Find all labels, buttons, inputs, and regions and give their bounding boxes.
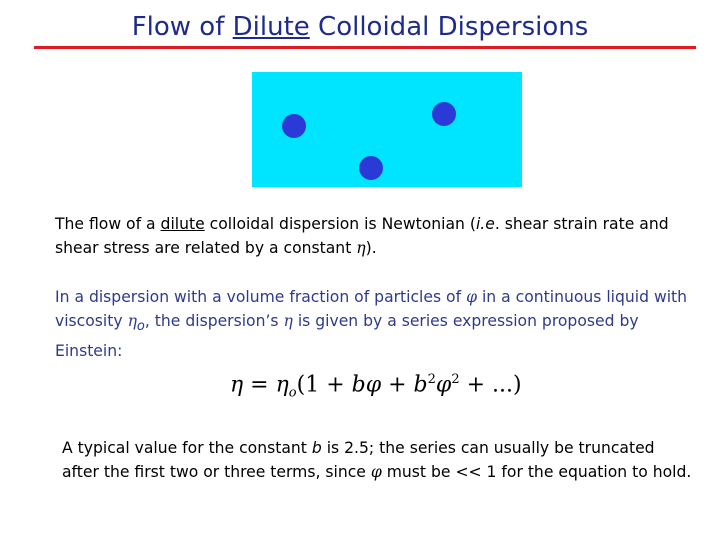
title-underlined: Dilute (232, 12, 310, 42)
text: colloidal dispersion is Newtonian ( (204, 215, 476, 233)
text: in a continuous liquid with viscosity (55, 288, 688, 330)
text: The flow of a (55, 215, 161, 233)
paragraph-einstein (55, 285, 695, 363)
paragraph-constant-b (62, 436, 692, 484)
eq-sup: 2 (427, 372, 436, 387)
particle-3 (359, 156, 383, 180)
eq-subscript: o (288, 385, 297, 401)
phi-symbol: φ (370, 463, 382, 481)
eq-phi: φ (365, 372, 382, 398)
text: must be << 1 for the equation to hold. (381, 463, 692, 481)
text-italic: i.e (475, 215, 495, 233)
particle-2 (432, 102, 456, 126)
text: , the dispersion’s (144, 312, 284, 330)
text: is given by a series expression proposed by Einstein: (55, 312, 639, 361)
slide-title (0, 12, 720, 42)
paragraph-newtonian (55, 212, 695, 260)
eta-symbol: η (127, 312, 137, 330)
text: ). (365, 239, 377, 257)
eta-symbol: η (356, 239, 366, 257)
einstein-equation (230, 372, 522, 401)
eq-tail: + ...) (459, 372, 522, 398)
phi-symbol: φ (466, 288, 477, 306)
eq-open: (1 + (296, 372, 352, 398)
eq-eta: η (275, 372, 289, 398)
eq-sup: 2 (451, 372, 460, 387)
text: In a dispersion with a volume fraction of particles of (55, 288, 467, 306)
eq-b: b (413, 372, 428, 398)
eq-plus: + (381, 372, 414, 398)
title-before: Flow of (131, 12, 233, 42)
title-rule (34, 46, 696, 49)
text-italic: b (311, 439, 322, 457)
text: A typical value for the constant (62, 439, 312, 457)
dispersion-diagram (252, 72, 522, 187)
eta-symbol: η (283, 312, 293, 330)
eq-phi: φ (435, 372, 452, 398)
eq-b: b (351, 372, 366, 398)
title-after: Colloidal Dispersions (309, 12, 589, 42)
subscript-o: o (136, 319, 145, 335)
eq-lhs: η (230, 372, 244, 398)
text: . shear strain rate and shear stress are related by a constant (55, 215, 669, 257)
text-underlined: dilute (160, 215, 205, 233)
particle-1 (282, 114, 306, 138)
eq-equals: = (243, 372, 276, 398)
text: is 2.5; the series can usually be truncated after the first two or three terms, since (62, 439, 655, 481)
